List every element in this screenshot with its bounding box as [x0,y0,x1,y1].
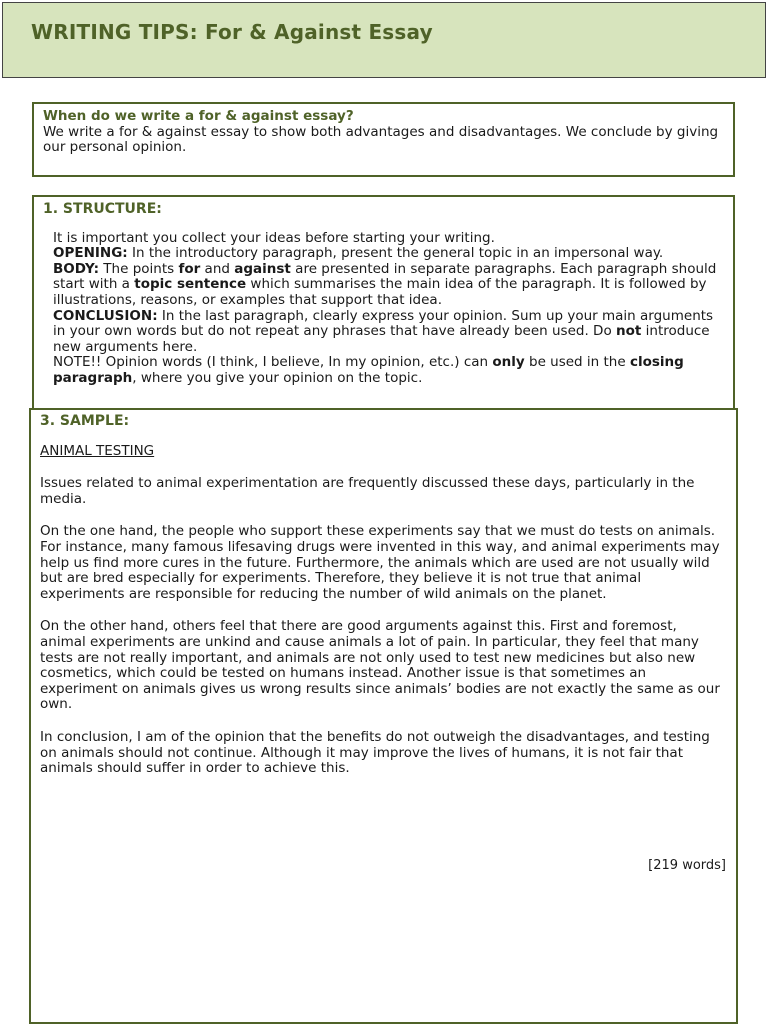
note-text-3: , where you give your opinion on the topic. [132,369,423,386]
body-topic-sentence: topic sentence [134,276,247,293]
body-against: against [234,260,291,277]
conclusion-text-2: introduce new arguments here. [53,323,710,355]
structure-conclusion [53,309,725,356]
structure-body-para [53,262,725,309]
conclusion-text-1: In the last paragraph, clearly express your opinion. Sum up your main arguments in your own words but do not repeat any phrases that have already been used. Do [53,307,714,340]
page-title: WRITING TIPS: For & Against Essay [31,20,433,44]
note-text-1: NOTE!! Opinion words (I think, I believe, In my opinion, etc.) can [53,354,493,371]
structure-intro-line: It is important you collect your ideas before starting your writing. [53,229,495,246]
body-text-2: and [200,260,235,277]
structure-box [32,195,735,410]
body-for: for [178,260,201,277]
body-text-4: which summarises the main idea of the paragraph. It is followed by illustrations, reasons, or examples that support that idea. [53,276,707,308]
intro-question: When do we write a for & against essay? [43,108,354,124]
structure-body [53,231,725,387]
word-count: [219 words] [648,858,726,873]
sample-box [29,408,738,1024]
conclusion-not: not [616,323,642,340]
note-text-2: be used in the [524,354,630,371]
opening-label: OPENING: [53,245,128,262]
essay-paragraph-4: In conclusion, I am of the opinion that the benefits do not outweigh the disadvantages, and testing on animals should not continue. Although it may improve the lives of humans, it is not fair that animals should suffer in order to achieve this. [40,728,710,777]
opening-text: In the introductory paragraph, present the general topic in an impersonal way. [127,245,664,262]
intro-box [32,102,735,177]
essay-title: ANIMAL TESTING [40,442,155,459]
page-header [2,2,766,78]
sample-essay [40,444,724,777]
note-closing-paragraph: closing paragraph [53,354,684,386]
sample-heading: 3. SAMPLE: [40,413,130,429]
structure-note [53,355,725,386]
essay-paragraph-2: On the one hand, the people who support these experiments say that we must do tests on animals. For instance, many famous lifesaving drugs were invented in this way, and animal experiments may help us find more cures in the future. Furthermore, the animals which are used are not usually wild but are bred especially for experiments. Therefore, they believe it is not true that animal experiments are responsible for reducing the number of wild animals on the planet. [40,523,720,602]
conclusion-label: CONCLUSION: [53,307,158,324]
structure-opening [53,246,725,262]
body-text-1: The points [99,260,179,277]
note-only: only [492,354,525,371]
essay-paragraph-1: Issues related to animal experimentation are frequently discussed these days, particularly in the media. [40,475,695,507]
body-text-3: are presented in separate paragraphs. Each paragraph should start with a [53,260,717,293]
structure-heading: 1. STRUCTURE: [43,201,162,217]
essay-paragraph-3: On the other hand, others feel that there are good arguments against this. First and foremost, animal experiments are unkind and cause animals a lot of pain. In particular, they feel that many tests are not really important, and animals are not only used to test new medicines but also new cosmetics, which could be tested on humans instead. Another issue is that sometimes an experiment on animals gives us wrong results since animals’ bodies are not exactly the same as our own. [40,618,720,713]
body-label: BODY: [53,260,99,277]
intro-answer: We write a for & against essay to show both advantages and disadvantages. We conclude by giving our personal opinion. [43,123,719,156]
